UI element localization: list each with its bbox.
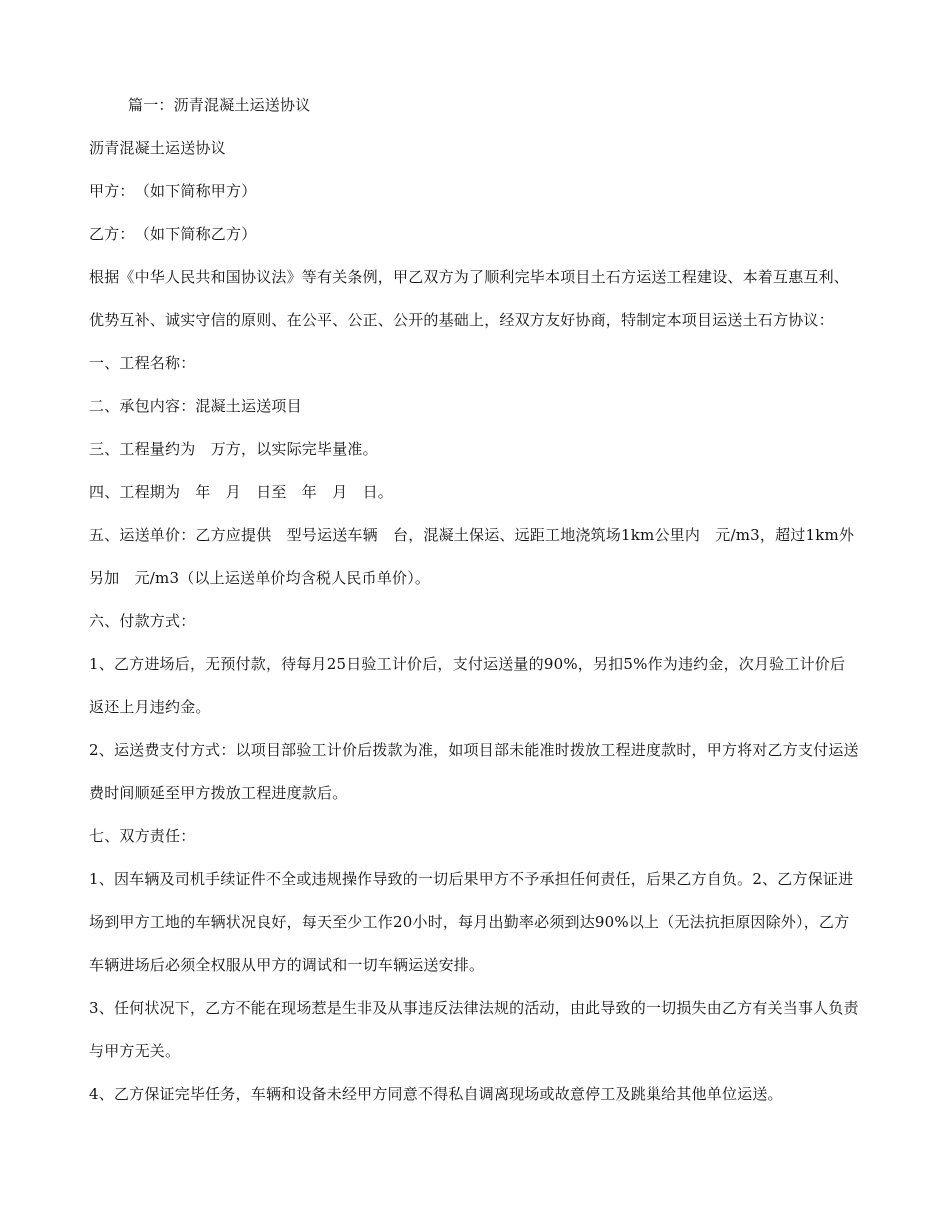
responsibility-clauses-1-2: 1、因车辆及司机手续证件不全或违规操作导致的一切后果甲方不予承担任何责任，后果乙方自负。2、乙方保证进场到甲方工地的车辆状况良好，每天至少工作20小时，每月出勤率必须到达90%以上（无法抗拒原因除外），乙方车辆进场后必须全权服从甲方的调试和一切车辆运送安排。 <box>89 870 854 974</box>
section-payment-method: 六、付款方式： <box>89 612 196 630</box>
section-contract-content: 二、承包内容：混凝土运送项目 <box>89 397 302 415</box>
section-responsibilities: 七、双方责任： <box>89 827 196 845</box>
section-project-name: 一、工程名称： <box>89 354 196 372</box>
payment-clause-1: 1、乙方进场后，无预付款，待每月25日验工计价后，支付运送量的90%，另扣5%作为违约金，次月验工计价后返还上月违约金。 <box>89 655 846 716</box>
party-a-line: 甲方： （如下简称甲方） <box>89 182 257 200</box>
section-work-period: 四、工程期为 年 月 日至 年 月 日。 <box>89 483 394 501</box>
payment-clause-2: 2、运送费支付方式：以项目部验工计价后拨款为准，如项目部未能准时拨放工程进度款时，甲方将对乙方支付运送费时间顺延至甲方拨放工程进度款后。 <box>89 741 859 802</box>
responsibility-clause-3: 3、任何状况下，乙方不能在现场惹是生非及从事违反法律法规的活动，由此导致的一切损失由乙方有关当事人负责与甲方无关。 <box>89 999 859 1060</box>
preamble-paragraph: 根据《中华人民共和国协议法》等有关条例，甲乙双方为了顺利完毕本项目土石方运送工程建设、本着互惠互利、优势互补、诚实守信的原则、在公平、公正、公开的基础上，经双方友好协商，特制定本项目运送土石方协议： <box>89 268 850 329</box>
section-work-volume: 三、工程量约为 万方，以实际完毕量准。 <box>89 440 378 458</box>
party-b-line: 乙方： （如下简称乙方） <box>89 225 257 243</box>
responsibility-clause-4: 4、乙方保证完毕任务，车辆和设备未经甲方同意不得私自调离现场或故意停工及跳巢给其他单位运送。 <box>89 1085 783 1103</box>
document-heading: 篇一：沥青混凝土运送协议 <box>128 96 311 114</box>
document-title: 沥青混凝土运送协议 <box>89 139 226 157</box>
section-transport-unit-price: 五、运送单价：乙方应提供 型号运送车辆 台，混凝土保运、远距工地浇筑场1km公里内 元/m3，超过1km外另加 元/m3（以上运送单价均含税人民币单价）。 <box>89 526 855 587</box>
document-body <box>89 84 859 1116</box>
